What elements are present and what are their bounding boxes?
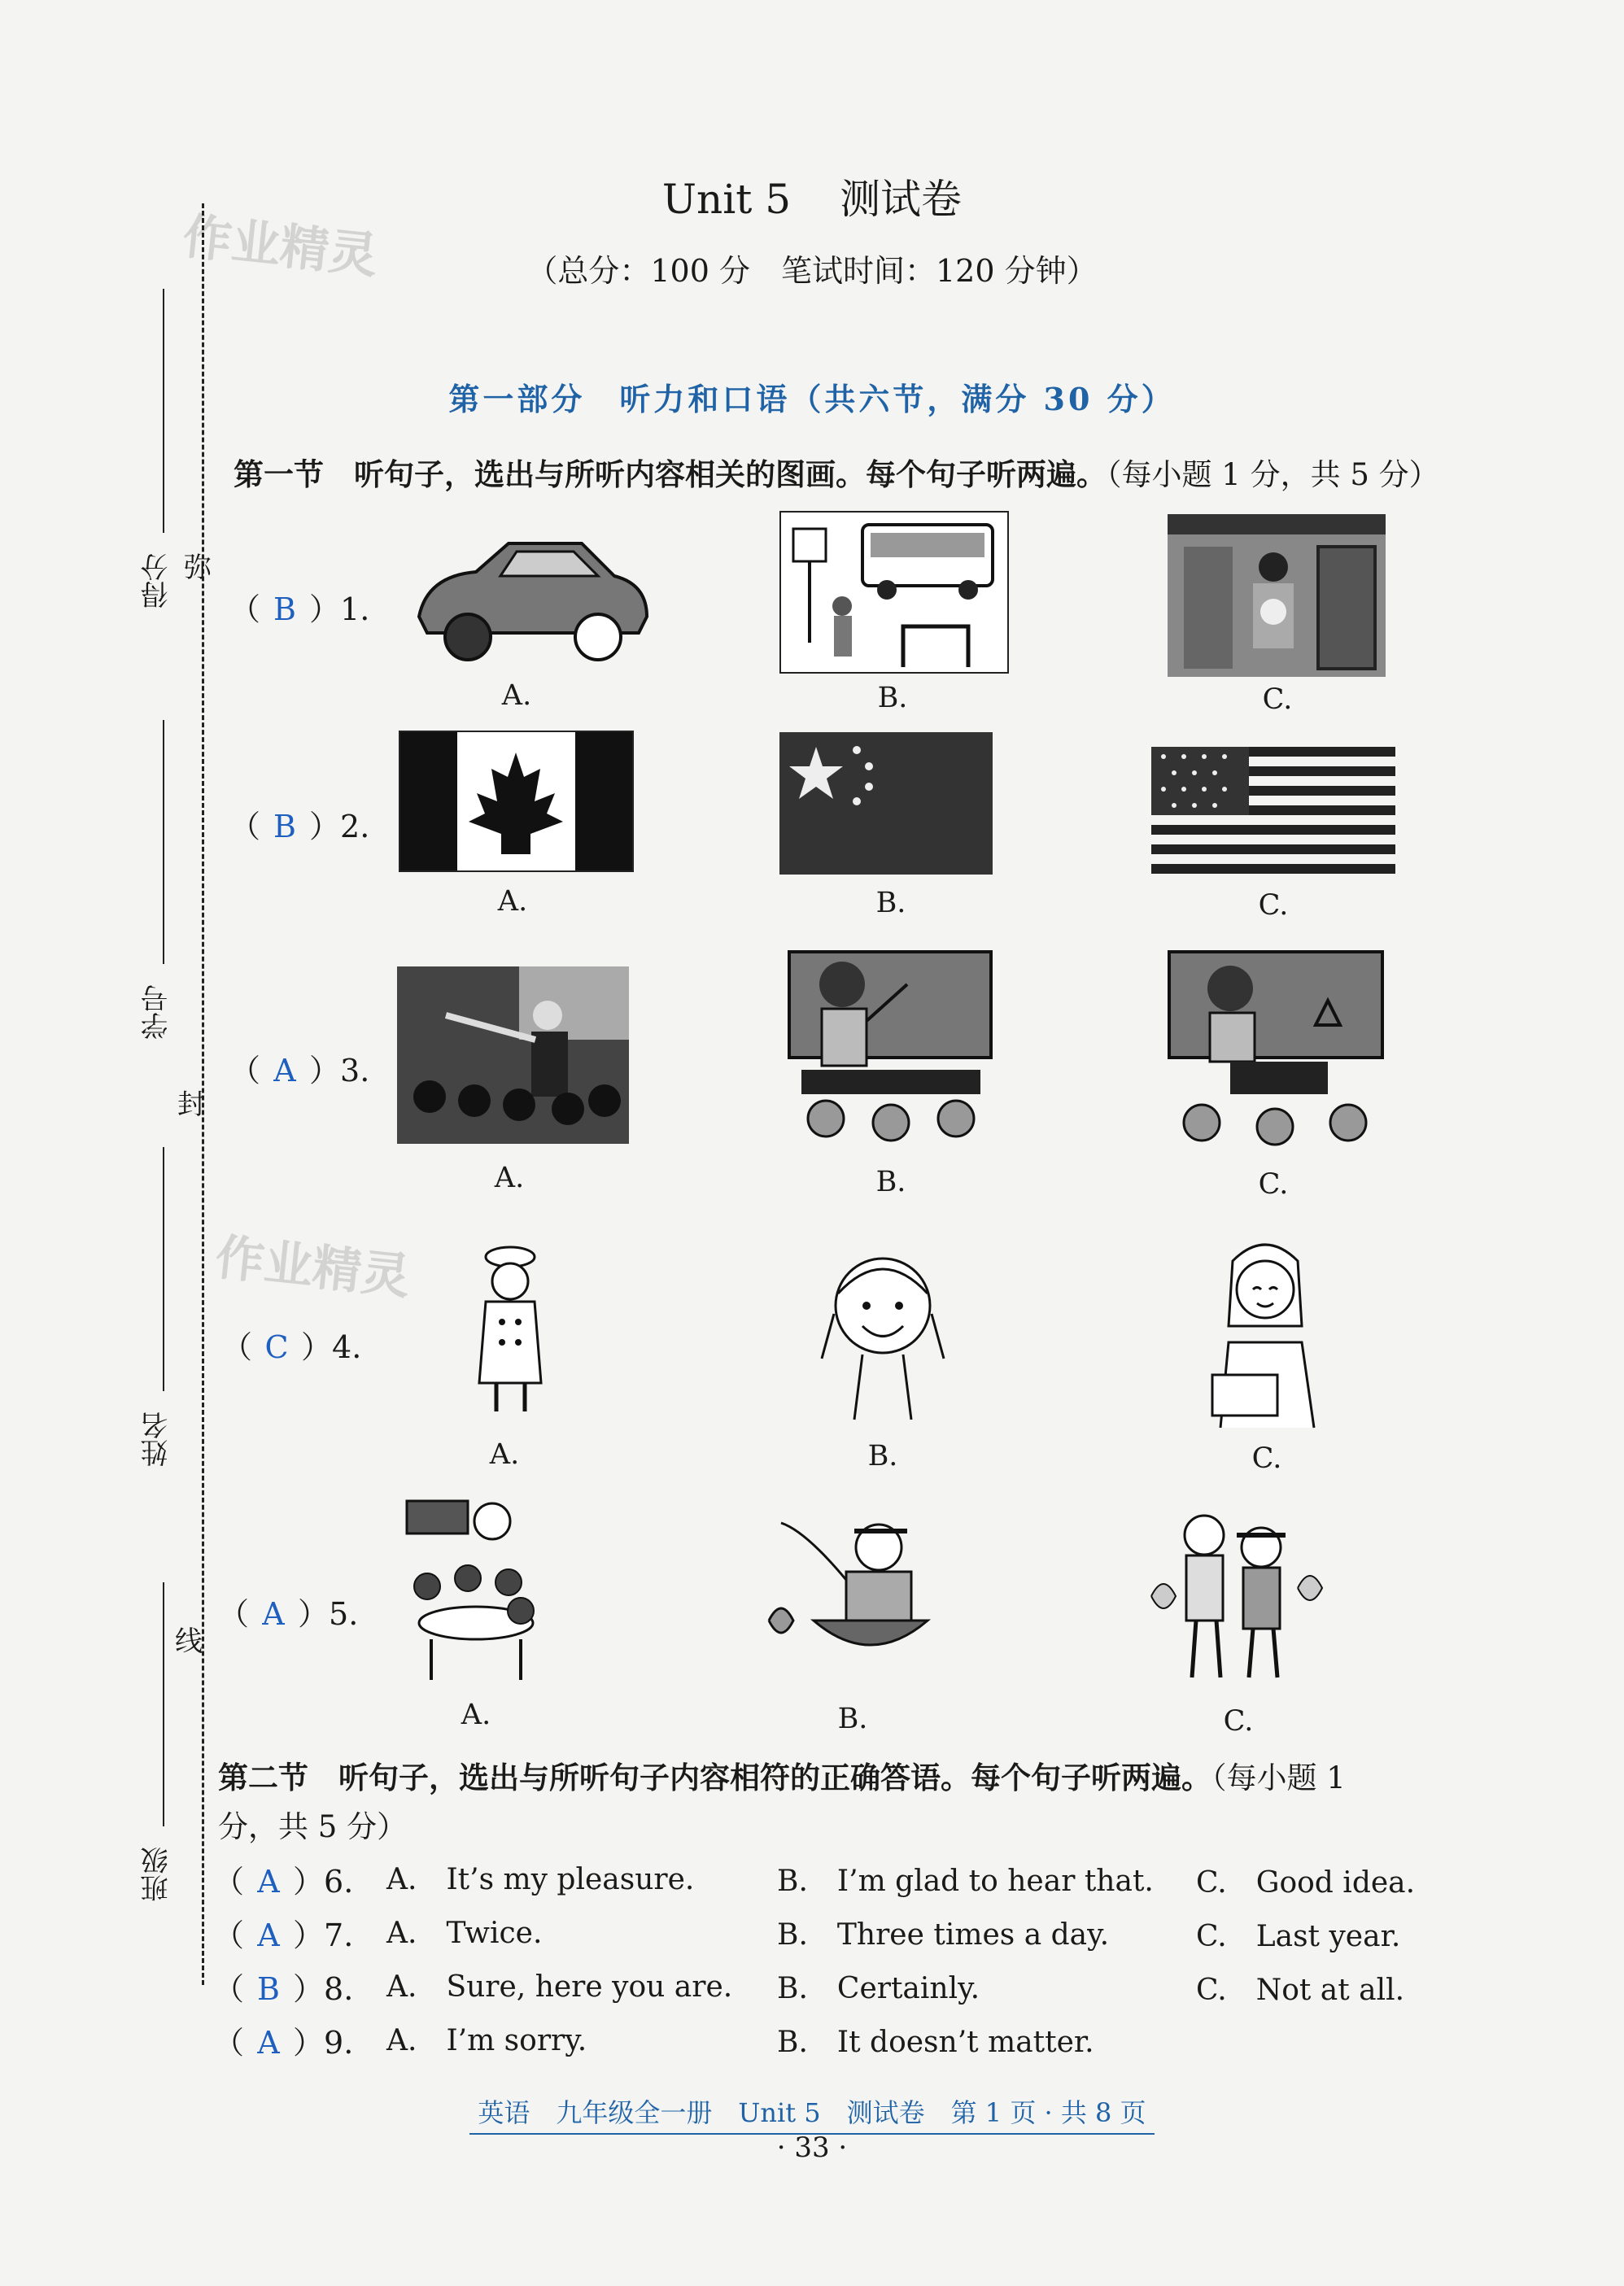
option-label: C. [1258,1168,1289,1201]
section2-title-text: 第二节 听句子，选出与所听句子内容相符的正确答语。每个句子听两遍。 [218,1760,1211,1795]
watermark: 作业精灵 [212,1228,413,1307]
answer-2: B [273,809,296,844]
section1-title-text: 第一节 听句子，选出与所听内容相关的图画。每个句子听两遍。 [234,456,1107,492]
choice-a: A. Twice. [386,1917,543,1950]
section2-note-line2: 分，共 5 分） [218,1809,408,1844]
margin-label-score: 得分 [141,553,173,609]
choice-a: A. Sure, here you are. [386,1970,733,2004]
canada-flag [399,731,634,872]
option-label: A. [494,1162,525,1194]
train-passengers-picture [1168,514,1386,677]
margin-label-student-id: 学号 [141,984,173,1040]
section1-title [234,450,1439,494]
question-num: 3. [340,1053,370,1088]
option-label: C. [1251,1442,1282,1475]
section2-title [218,1753,1346,1797]
choice-c: C. Good idea. [1196,1866,1416,1900]
option-label: C. [1258,889,1289,922]
section2-note: （每小题 1 [1211,1760,1346,1795]
teacher-triangle-drawing [1165,948,1386,1163]
title-zh: 测试卷 [840,176,963,223]
china-flag [779,732,993,875]
seal-char: 封 [177,1088,205,1121]
option-label: A. [489,1438,520,1471]
option-label: A. [501,679,532,712]
question-9: （ A ）9. [213,2025,354,2061]
teacher-board-drawing [785,948,995,1163]
option-label: C. [1223,1705,1254,1738]
girl-drawing [814,1245,952,1424]
option-label: B. [877,682,908,714]
option-label: B. [875,887,906,919]
margin-rule [163,1147,164,1391]
margin-label-class: 班级 [141,1847,173,1902]
answer-1: B [273,591,296,627]
woman-book-drawing [1200,1237,1330,1432]
sailor-drawing [468,1241,553,1416]
choice-b: B. Three times a day. [777,1918,1110,1952]
watermark: 作业精灵 [180,207,381,286]
section1-note: （每小题 1 分，共 5 分） [1107,457,1439,492]
choice-a: A. It’s my pleasure. [386,1863,695,1896]
option-label: A. [461,1699,491,1731]
seal-char: 弥 [184,552,212,584]
question-2: （ B ）2. [229,809,370,844]
car-picture [403,527,655,674]
question-7: （ A ）7. [213,1917,354,1953]
option-label: B. [837,1703,868,1735]
margin-rule [163,720,164,964]
answer-6: A [257,1864,280,1900]
question-5: （ A ）5. [218,1596,359,1632]
margin-label-name: 姓名 [141,1411,173,1467]
fishing-tub-drawing [757,1515,948,1665]
question-6: （ A ）6. [213,1864,354,1900]
answer-9: A [257,2025,280,2061]
question-num: 9. [324,2025,354,2061]
question-num: 8. [324,1971,354,2007]
seal-char: 线 [175,1625,203,1658]
answer-8: B [257,1971,280,2007]
part-heading: 第一部分 听力和口语（共六节，满分 30 分） [448,381,1176,417]
question-num: 5. [329,1596,359,1632]
question-num: 4. [332,1329,362,1365]
question-num: 6. [324,1864,354,1900]
page-number: · 33 · [776,2131,848,2164]
footer-text: 英语 九年级全一册 Unit 5 测试卷 第 1 页 · 共 8 页 [469,2097,1154,2135]
question-3: （ A ）3. [229,1053,370,1088]
usa-flag [1151,747,1395,875]
page-subtitle: （总分：100 分 笔试时间：120 分钟） [526,253,1098,289]
choice-c: C. Last year. [1196,1920,1401,1953]
question-4: （ C ）4. [221,1329,362,1365]
answer-3: A [273,1053,296,1088]
question-1: （ B ）1. [229,591,370,627]
family-dinner-drawing [399,1497,549,1684]
option-label: A. [497,885,528,918]
answer-4: C [264,1329,289,1365]
choice-b: B. It doesn’t matter. [777,2026,1094,2059]
option-label: C. [1262,683,1293,716]
option-label: B. [867,1440,898,1472]
answer-7: A [257,1917,280,1953]
two-men-walking-drawing [1147,1499,1326,1682]
choice-b: B. I’m glad to hear that. [777,1865,1154,1898]
question-num: 7. [324,1917,354,1953]
choice-c: C. Not at all. [1196,1974,1405,2007]
option-label: B. [875,1166,906,1198]
choice-a: A. I’m sorry. [386,2024,587,2057]
answer-5: A [262,1596,285,1632]
margin-rule [163,1582,164,1826]
bus-stop-picture [779,511,1009,674]
question-8: （ B ）8. [213,1971,354,2007]
question-num: 1. [340,591,370,627]
question-num: 2. [340,809,370,844]
teacher-abc-photo [397,966,629,1144]
unit-label: Unit 5 [661,176,792,223]
choice-b: B. Certainly. [777,1972,980,2005]
page-footer [0,2092,1624,2130]
